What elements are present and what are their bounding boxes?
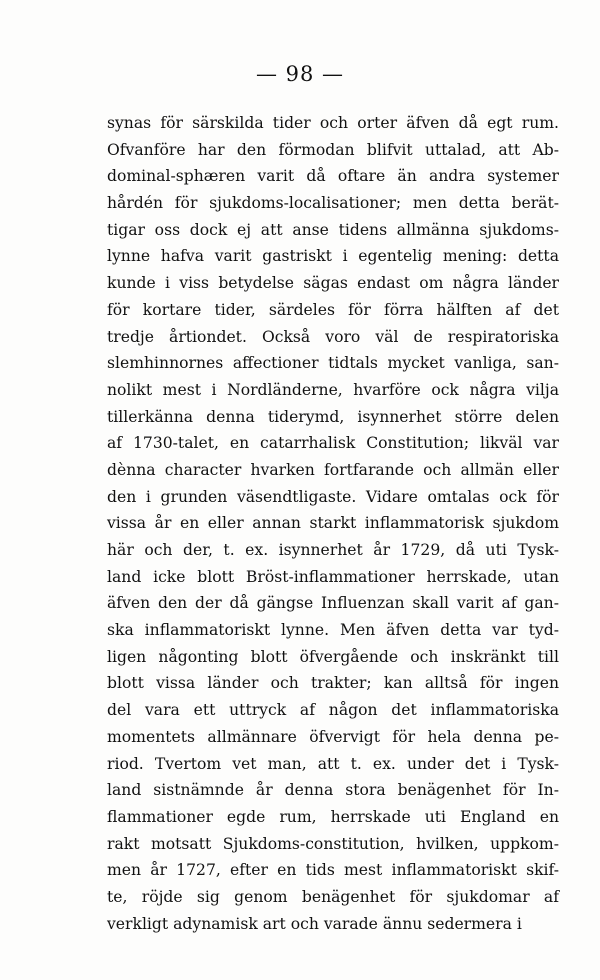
text-line: tigar oss dock ej att anse tidens allmänna sjukdoms- [107, 220, 559, 239]
text-line: här och der, t. ex. isynnerhet år 1729, då uti Tysk- [107, 541, 559, 559]
text-line: synas för särskilda tider och orter äfven då egt rum. [107, 114, 559, 132]
text-line: blott vissa länder och trakter; kan alltså för ingen [107, 674, 559, 693]
text-line: te, röjde sig genom benägenhet för sjukdomar af [107, 887, 559, 906]
text-line: riod. Tvertom vet man, att t. ex. under det i Tysk- [107, 754, 559, 773]
text-line: ska inflammatoriskt lynne. Men äfven detta var tyd- [107, 621, 559, 640]
text-line: kunde i viss betydelse sägas endast om några länder [107, 274, 559, 293]
text-line: äfven den der då gängse Influenzan skall varit af gan- [107, 594, 559, 613]
text-line: tillerkänna denna tiderymd, isynnerhet större delen [107, 407, 559, 426]
text-line: tredje årtiondet. Också voro väl de respiratoriska [107, 327, 559, 346]
text-line: land sistnämnde år denna stora benägenhet för In- [107, 781, 559, 800]
text-line: ligen någonting blott öfvergående och inskränkt till [107, 647, 559, 666]
text-line: rakt motsatt Sjukdoms-constitution, hvilken, uppkom- [107, 834, 559, 853]
text-line: verkligt adynamisk art och varade ännu sedermera i [107, 914, 522, 933]
text-line: vissa år en eller annan starkt inflammatorisk sjukdom [107, 514, 559, 533]
text-line: lynne hafva varit gastriskt i egentelig mening: detta [107, 247, 559, 266]
text-line: del vara ett uttryck af någon det inflammatoriska [107, 701, 559, 720]
text-line: dominal-sphæren varit då oftare än andra systemer [107, 167, 559, 186]
page-number: — 98 — [255, 62, 345, 86]
text-line: af 1730-talet, en catarrhalisk Constitution; likväl var [107, 434, 559, 453]
text-line: nolikt mest i Nordländerne, hvarföre ock några vilja [107, 380, 559, 399]
text-line: men år 1727, efter en tids mest inflammatoriskt skif- [107, 861, 559, 880]
text-line: den i grunden väsendtligaste. Vidare omtalas ock för [107, 487, 559, 506]
text-line: land icke blott Bröst-inflammationer herrskade, utan [107, 567, 559, 586]
text-line: Ofvanföre har den förmodan blifvit uttalad, att Ab- [107, 140, 559, 159]
text-line: flammationer egde rum, herrskade uti England en [107, 807, 559, 826]
text-line: för kortare tider, särdeles för förra hälften af det [107, 300, 559, 319]
text-line: slemhinnornes affectioner tidtals mycket vanliga, san- [107, 354, 559, 373]
text-line: dènna character hvarken fortfarande och allmän eller [107, 460, 559, 479]
text-line: hårdén för sjukdoms-localisationer; men detta berät- [107, 194, 559, 213]
body-text [107, 110, 559, 937]
text-line: momentets allmännare öfvervigt för hela denna pe- [107, 727, 559, 746]
